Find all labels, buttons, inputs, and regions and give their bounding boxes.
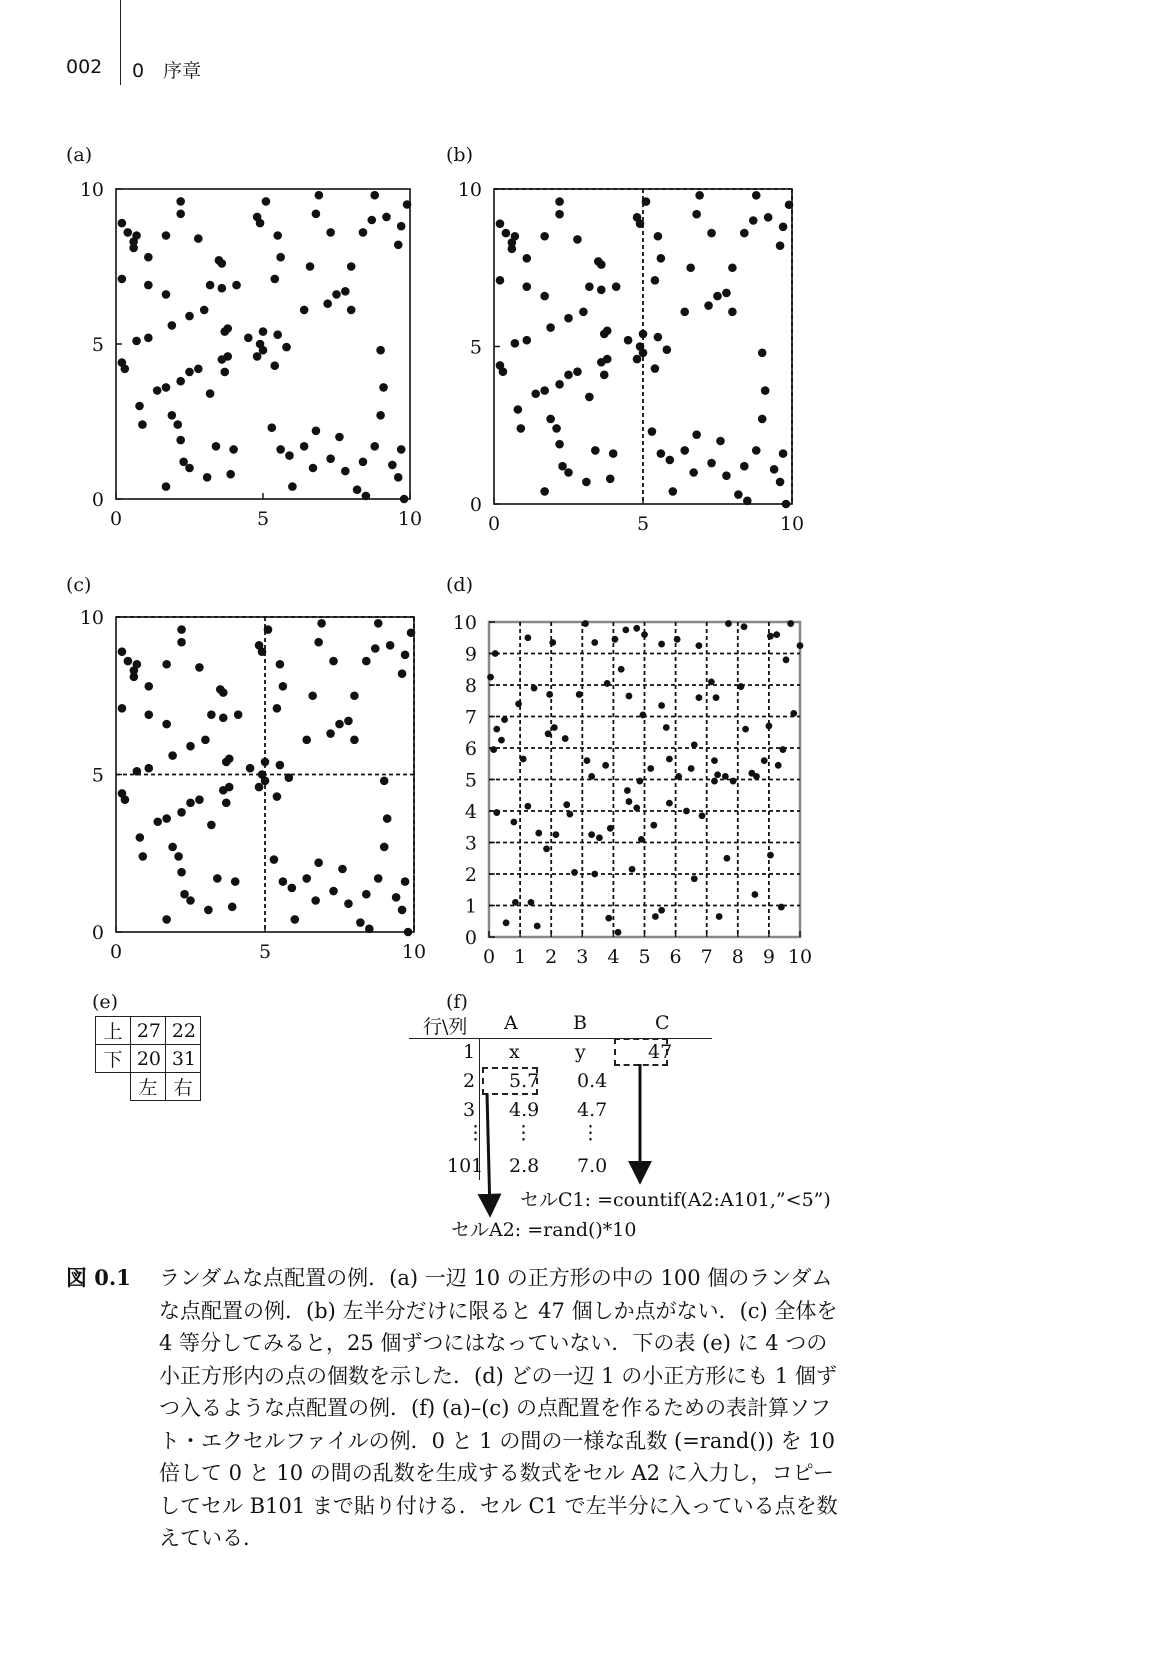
- x-tick-label: 0: [487, 513, 501, 535]
- panel-label-f: (f): [446, 991, 468, 1013]
- x-tick-label: 4: [607, 946, 620, 968]
- y-tick-label: 3: [464, 832, 477, 855]
- col-label-right: 右: [166, 1073, 201, 1101]
- x-tick-label: 6: [669, 946, 682, 968]
- column-header-b: B: [573, 1012, 587, 1034]
- y-tick-label: 9: [464, 643, 477, 666]
- x-tick-label: 7: [700, 946, 713, 968]
- x-tick-label: 0: [109, 941, 123, 963]
- x-tick-label: 1: [514, 946, 527, 968]
- panel-label-c: (c): [66, 574, 92, 596]
- y-tick-label: 6: [464, 738, 477, 760]
- row-label-bottom: 下: [96, 1045, 131, 1073]
- row-label-2: 2: [463, 1070, 476, 1092]
- x-tick-label: 5: [256, 508, 270, 530]
- cell-b-ellipsis: ⋮: [581, 1122, 600, 1144]
- y-tick-label: 10: [457, 179, 482, 201]
- y-tick-label: 5: [91, 334, 104, 356]
- count-bottom-left: 20: [131, 1045, 166, 1073]
- row-label-top: 上: [96, 1017, 131, 1045]
- x-tick-label: 3: [576, 946, 589, 968]
- x-tick-label: 10: [401, 941, 427, 963]
- cell-a101: 2.8: [509, 1155, 540, 1177]
- x-tick-label: 5: [638, 946, 651, 968]
- panel-label-a: (a): [66, 144, 93, 166]
- y-tick-label: 0: [91, 489, 104, 511]
- x-tick-label: 5: [258, 941, 272, 963]
- cell-a1: x: [509, 1041, 520, 1063]
- cell-a2: 5.7: [509, 1070, 540, 1092]
- corner-label: 行\列: [423, 1016, 468, 1038]
- panel-label-d: (d): [446, 574, 473, 596]
- x-tick-label: 0: [482, 946, 496, 968]
- figure-label: 図 0.1: [66, 1265, 131, 1290]
- col-label-left: 左: [131, 1073, 166, 1101]
- y-tick-label: 7: [464, 706, 477, 729]
- count-top-left: 27: [131, 1017, 166, 1045]
- column-header-c: C: [655, 1012, 670, 1034]
- cell-a-ellipsis: ⋮: [514, 1122, 533, 1144]
- y-tick-label: 8: [464, 675, 477, 697]
- x-tick-label: 5: [636, 513, 650, 535]
- count-bottom-right: 31: [166, 1045, 201, 1073]
- x-tick-label: 10: [787, 946, 813, 968]
- page-number: 002: [66, 56, 103, 78]
- chapter-title: 0 序章: [132, 60, 202, 82]
- x-tick-label: 2: [545, 946, 558, 968]
- x-tick-label: 9: [762, 946, 775, 968]
- y-tick-label: 0: [91, 922, 104, 944]
- column-header-a: A: [504, 1012, 518, 1034]
- row-label-3: 3: [463, 1099, 476, 1121]
- y-tick-label: 10: [452, 612, 477, 634]
- x-tick-label: 0: [109, 508, 123, 530]
- cell-b2: 0.4: [577, 1070, 608, 1092]
- y-tick-label: 1: [464, 895, 477, 918]
- y-tick-label: 0: [469, 494, 482, 516]
- formula-c1: セルC1: =countif(A2:A101,”<5”): [520, 1189, 831, 1211]
- cell-b3: 4.7: [577, 1099, 608, 1121]
- formula-a2: セルA2: =rand()*10: [451, 1219, 637, 1241]
- x-tick-label: 8: [731, 946, 744, 968]
- panel-label-b: (b): [446, 144, 473, 166]
- row-label-1: 1: [463, 1041, 476, 1063]
- count-top-right: 22: [166, 1017, 201, 1045]
- y-tick-label: 5: [91, 764, 104, 787]
- x-tick-label: 10: [779, 513, 805, 535]
- row-label-101: 101: [447, 1155, 484, 1177]
- cell-c1: 47: [648, 1041, 673, 1063]
- y-tick-label: 2: [464, 864, 477, 886]
- y-tick-label: 4: [464, 801, 477, 823]
- arrow-a2: [487, 1093, 490, 1213]
- y-tick-label: 0: [464, 927, 477, 949]
- y-tick-label: 10: [79, 607, 104, 629]
- row-ellipsis: ⋮: [466, 1122, 485, 1144]
- y-tick-label: 10: [79, 179, 104, 201]
- y-tick-label: 5: [469, 336, 482, 359]
- panel-label-e: (e): [92, 991, 119, 1013]
- figure-caption: ランダムな点配置の例．(a) 一辺 10 の正方形の中の 100 個のランダムな点配置の例．(b) 左半分だけに限ると 47 個しか点がない．(c) 全体を 4 等分してみると，25 個ずつにはなっていない．下の表 (e) に 4 つの小正方形内の点の個数を示した．(d) どの一辺 1 の小正方形にも 1 個ずつ入るような点配置の例．(f) (a)–(c) の点配置を作るための表計算ソフト・エクセルファイルの例．0 と 1 の間の一様な乱数 (=rand()) を 10 倍して 0 と 10 の間の乱数を生成する数式をセル A2 に入力し，コピーしてセル B101 まで貼り付ける．セル C1 で左半分に入っている点を数えている．: [159, 1266, 838, 1550]
- cell-b1: y: [575, 1041, 586, 1063]
- cell-b101: 7.0: [577, 1155, 608, 1177]
- cell-a3: 4.9: [509, 1099, 540, 1121]
- y-tick-label: 5: [464, 769, 477, 792]
- x-tick-label: 10: [397, 508, 423, 530]
